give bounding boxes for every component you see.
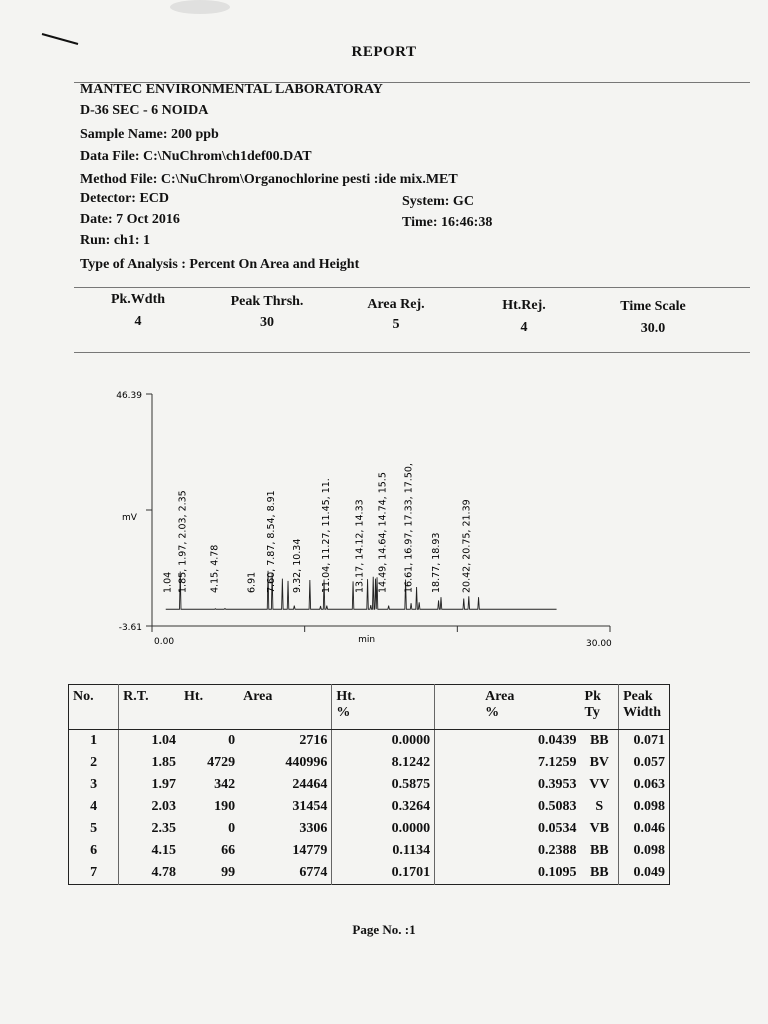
table-cell: 3306 <box>299 821 328 836</box>
table-cell: 0.3953 <box>435 774 581 796</box>
param-value-pk-wdth: 4 <box>134 314 142 329</box>
peak-label: 13.17, 14.12, 14.33 <box>354 499 366 593</box>
chromatogram-svg <box>100 378 660 658</box>
data-file: Data File: C:\NuChrom\ch1def00.DAT <box>80 149 312 164</box>
table-cell: S <box>595 799 604 814</box>
table-cell: 0.5083 <box>435 796 581 818</box>
table-cell: 0.3264 <box>332 796 435 818</box>
table-cell: 2.03 <box>119 796 180 818</box>
x-axis-label: min <box>358 635 376 645</box>
table-cell: 2716 <box>299 733 328 748</box>
table-cell: 0.2388 <box>435 840 581 862</box>
lab-address: D-36 SEC - 6 NOIDA <box>80 103 209 118</box>
table-cell: 8.1242 <box>332 752 435 774</box>
table-cell: 0.0000 <box>332 730 435 753</box>
table-row <box>69 818 670 840</box>
table-cell: 0.063 <box>619 774 670 796</box>
sample-name: Sample Name: 200 ppb <box>80 127 219 142</box>
table-cell: 0.049 <box>619 862 670 885</box>
peak-label: 20.42, 20.75, 21.39 <box>461 499 473 593</box>
table-cell: 0.1701 <box>332 862 435 885</box>
detector: Detector: ECD <box>80 191 170 206</box>
table-cell: 4729 <box>207 755 236 770</box>
table-row <box>69 840 670 862</box>
table-row <box>69 774 670 796</box>
col-ht-pct: Ht. % <box>332 685 435 730</box>
date: Date: 7 Oct 2016 <box>80 212 180 227</box>
table-cell: 24464 <box>292 777 328 792</box>
table-cell: 99 <box>221 865 236 880</box>
peak-label: 6.91 <box>246 571 258 593</box>
table-row <box>69 730 670 753</box>
table-cell: BB <box>589 843 609 858</box>
table-cell: 3 <box>90 777 98 792</box>
table-cell: 0.098 <box>619 840 670 862</box>
table-cell: 7 <box>90 865 98 880</box>
report-title: REPORT <box>351 44 417 60</box>
peak-label: 7.60, 7.87, 8.54, 8.91 <box>266 490 278 593</box>
param-label-area-rej: Area Rej. <box>367 297 425 312</box>
table-cell: 0.0439 <box>435 730 581 753</box>
table-cell: 4.15 <box>119 840 180 862</box>
param-label-pk-wdth: Pk.Wdth <box>110 292 166 307</box>
y-tick-label: 46.39 <box>116 391 142 401</box>
table-row <box>69 796 670 818</box>
table-cell: 0.1134 <box>332 840 435 862</box>
param-label-peak-thrsh: Peak Thrsh. <box>230 294 304 309</box>
chromatogram <box>100 378 660 658</box>
col-no: No. <box>69 685 119 730</box>
table-cell: 0.0534 <box>435 818 581 840</box>
y-tick-label: -3.61 <box>118 623 142 633</box>
peak-label: 1.85, 1.97, 2.03, 2.35 <box>177 490 189 593</box>
table-cell: 342 <box>214 777 236 792</box>
analysis-type: Type of Analysis : Percent On Area and Height <box>80 257 360 272</box>
table-cell: 0.071 <box>619 730 670 753</box>
table-cell: 66 <box>221 843 236 858</box>
table-cell: 1.04 <box>119 730 180 753</box>
peak-label: 11.04, 11.27, 11.45, 11. <box>321 478 333 593</box>
table-cell: 6 <box>90 843 98 858</box>
results-table <box>68 684 670 885</box>
paper-smudge <box>170 0 230 14</box>
table-cell: 190 <box>214 799 236 814</box>
param-value-area-rej: 5 <box>392 317 400 332</box>
peak-label: 16.61, 16.97, 17.33, 17.50, <box>403 463 415 593</box>
table-cell: 14779 <box>292 843 328 858</box>
x-tick-label: 0.00 <box>154 637 175 647</box>
table-row <box>69 862 670 885</box>
peak-label: 1.04 <box>162 571 174 593</box>
table-cell: BB <box>589 865 609 880</box>
peak-label: 9.32, 10.34 <box>292 538 304 593</box>
param-value-ht-rej: 4 <box>520 320 528 335</box>
table-cell: 0 <box>228 733 236 748</box>
run: Run: ch1: 1 <box>80 233 151 248</box>
x-tick-label: 30.00 <box>586 639 612 649</box>
lab-name: MANTEC ENVIRONMENTAL LABORATORAY <box>80 82 383 97</box>
table-cell: 4.78 <box>119 862 180 885</box>
table-cell: 6774 <box>299 865 328 880</box>
page-number: Page No. :1 <box>352 922 416 937</box>
param-value-peak-thrsh: 30 <box>260 315 274 330</box>
y-axis-label: mV <box>122 513 137 523</box>
table-cell: 4 <box>90 799 98 814</box>
table-cell: 440996 <box>285 755 328 770</box>
param-value-time-scale: 30.0 <box>640 321 666 336</box>
time: Time: 16:46:38 <box>402 215 493 230</box>
table-cell: BV <box>589 755 610 770</box>
col-ht: Ht. <box>180 685 239 730</box>
col-area: Area <box>239 685 332 730</box>
table-cell: 1.85 <box>119 752 180 774</box>
table-cell: 0.5875 <box>332 774 435 796</box>
param-label-time-scale: Time Scale <box>620 299 686 314</box>
table-cell: VB <box>589 821 610 836</box>
table-cell: 7.1259 <box>435 752 581 774</box>
divider-params-top <box>74 287 750 288</box>
table-cell: 0.1095 <box>435 862 581 885</box>
method-file: Method File: C:\NuChrom\Organochlorine pesti :ide mix.MET <box>80 172 458 187</box>
param-label-ht-rej: Ht.Rej. <box>502 298 546 313</box>
col-area-pct: Area % <box>435 685 581 730</box>
peak-label: 18.77, 18.93 <box>431 532 443 593</box>
table-cell: 0.0000 <box>332 818 435 840</box>
divider-params-bottom <box>74 352 750 353</box>
system: System: GC <box>402 194 474 209</box>
table-cell: 2.35 <box>119 818 180 840</box>
table-cell: 31454 <box>292 799 328 814</box>
table-cell: 0.057 <box>619 752 670 774</box>
table-cell: 5 <box>90 821 98 836</box>
table-cell: 0 <box>228 821 236 836</box>
table-cell: 0.046 <box>619 818 670 840</box>
table-cell: VV <box>589 777 610 792</box>
peak-label: 14.49, 14.64, 14.74, 15.5 <box>377 472 389 593</box>
table-cell: BB <box>589 733 609 748</box>
table-row <box>69 752 670 774</box>
col-peak-width: Peak Width <box>619 685 670 730</box>
col-pk-ty: Pk Ty <box>581 685 619 730</box>
table-header-row <box>69 685 670 730</box>
col-rt: R.T. <box>119 685 180 730</box>
table-cell: 1.97 <box>119 774 180 796</box>
peak-label: 4.15, 4.78 <box>209 544 221 593</box>
table-cell: 2 <box>90 755 98 770</box>
table-cell: 0.098 <box>619 796 670 818</box>
table-cell: 1 <box>90 733 98 748</box>
